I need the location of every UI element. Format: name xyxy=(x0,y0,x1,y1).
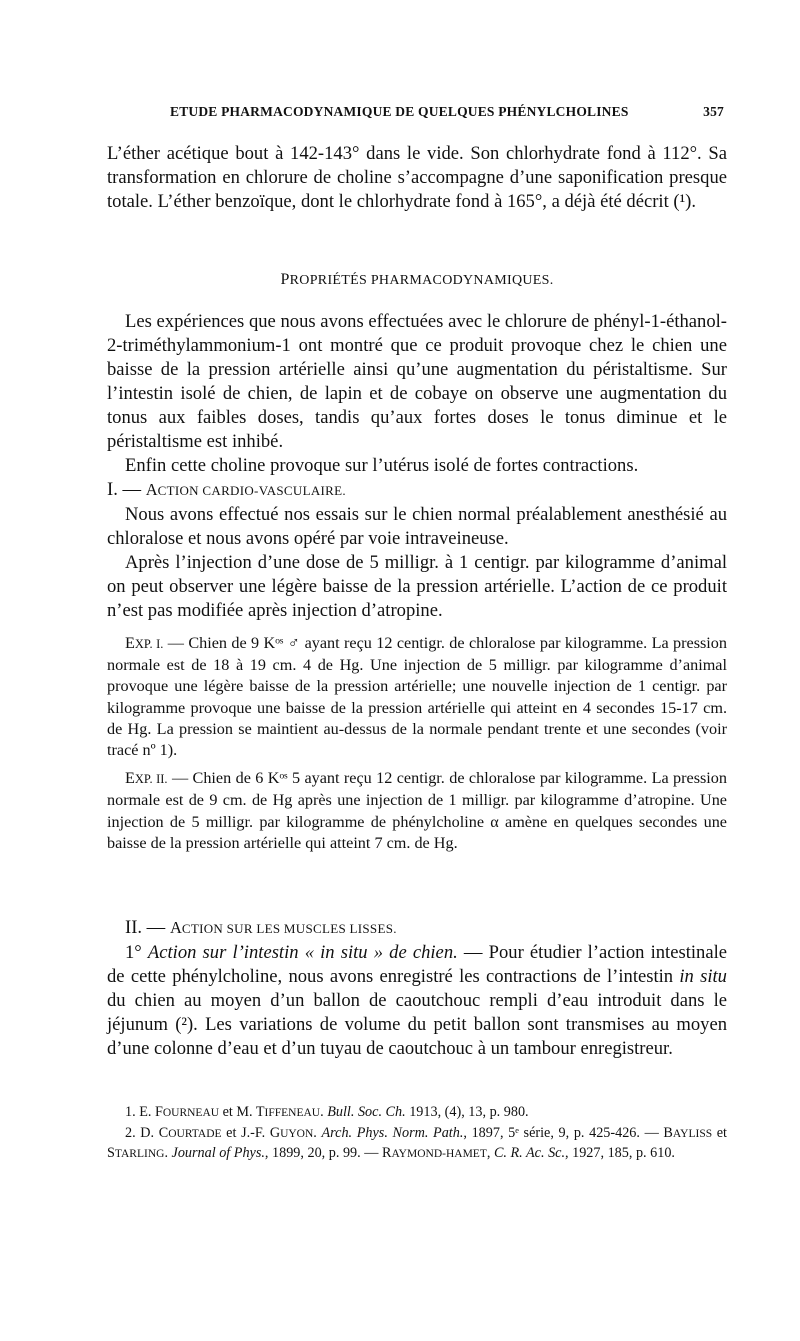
properties-heading: PROPRIÉTÉS PHARMACODYNAMIQUES. xyxy=(280,271,554,288)
properties-paragraph-1: Les expériences que nous avons effectuées avec le chlorure de phényl-1-éthanol-2-triméthylammonium-1 ont montré que ce produit provoque chez le chien une baisse de la pression artérielle ainsi qu’une augmentation du péristaltisme. Sur l’intestin isolé de chien, de lapin et de cobaye on observe une augmentation du tonus aux faibles doses, tandis qu’aux fortes doses le tonus diminue et le péristaltisme est inhibé. xyxy=(107,311,727,452)
running-title: ETUDE PHARMACODYNAMIQUE DE QUELQUES PHÉNYLCHOLINES xyxy=(170,104,629,119)
experiments-block xyxy=(107,633,727,854)
section-1-heading: I. — ACTION CARDIO-VASCULAIRE. xyxy=(107,479,346,500)
experiment-2: EXP. II. — Chien de 6 Kᵒˢ 5 ayant reçu 12 centigr. de chloralose par kilogramme. La pression normale est de 9 cm. de Hg après une injection de 1 milligr. par kilogramme d’atropine. Une injection de 5 milligr. par kilogramme de phénylcholine α amène en quelques secondes une baisse de la pression artérielle qui atteint 7 cm. de Hg. xyxy=(107,769,727,852)
section-1-paragraph-2: Après l’injection d’une dose de 5 milligr. à 1 centigr. par kilogramme d’animal on peut observer une légère baisse de la pression artérielle. L’action de ce produit n’est pas modifiée après injection d’atropine. xyxy=(107,552,727,621)
properties-block xyxy=(107,310,727,623)
section-2-subtitle: Action sur l’intestin « in situ » de chien. xyxy=(147,942,458,963)
section-2-block xyxy=(107,916,727,1061)
experiment-1: EXP. I. — Chien de 9 Kᵒˢ ♂ ayant reçu 12 centigr. de chloralose par kilogramme. La pression normale est de 18 à 19 cm. 4 de Hg. Une injection de 5 milligr. par kilogramme d’animal provoque une légère baisse de la pression artérielle; une nouvelle injection de 1 centigr. par kilogramme provoque une baisse de la pression artérielle qui atteint en 4 secondes 15-17 cm. de Hg. La pression se maintient au-dessus de la normale pendant trente et une secondes (voir tracé nº 1). xyxy=(107,634,727,760)
section-2-paragraph: 1° Action sur l’intestin « in situ » de chien. — Pour étudier l’action intestinale de cette phénylcholine, nous avons enregistré les contractions de l’intestin in situ du chien au moyen d’un ballon de caoutchouc rempli d’eau introduit dans le jéjunum (²). Les variations de volume du petit ballon sont transmises au moyen d’une colonne d’eau et d’un tuyau de caoutchouc à un tambour enregistreur. xyxy=(107,942,727,1059)
footnote-1: 1. E. FOURNEAU et M. TIFFENEAU. Bull. Soc. Ch. 1913, (4), 13, p. 980. xyxy=(125,1104,529,1120)
section-1-paragraph-1: Nous avons effectué nos essais sur le chien normal préalablement anesthésié au chloralose et nous avons opéré par voie intraveineuse. xyxy=(107,504,727,549)
intro-paragraph: L’éther acétique bout à 142-143° dans le vide. Son chlorhydrate fond à 112°. Sa transformation en chlorure de choline s’accompagne d’une saponification presque totale. L’éther benzoïque, dont le chlorhydrate fond à 165°, a déjà été décrit (¹). xyxy=(107,143,727,212)
footnotes-block xyxy=(107,1103,727,1165)
running-head xyxy=(170,104,724,120)
intro-block xyxy=(107,142,727,214)
footnote-2: 2. D. COURTADE et J.-F. GUYON. Arch. Phys. Norm. Path., 1897, 5ᵉ série, 9, p. 425-426. — BAYLISS et STARLING. Journal of Phys., 1899, 20, p. 99. — RAYMOND-HAMET, C. R. Ac. Sc., 1927, 185, p. 610. xyxy=(107,1124,727,1161)
properties-paragraph-2: Enfin cette choline provoque sur l’utérus isolé de fortes contractions. xyxy=(125,455,639,476)
page-number: 357 xyxy=(703,104,724,119)
section-2-heading: II. — ACTION SUR LES MUSCLES LISSES. xyxy=(125,917,397,938)
